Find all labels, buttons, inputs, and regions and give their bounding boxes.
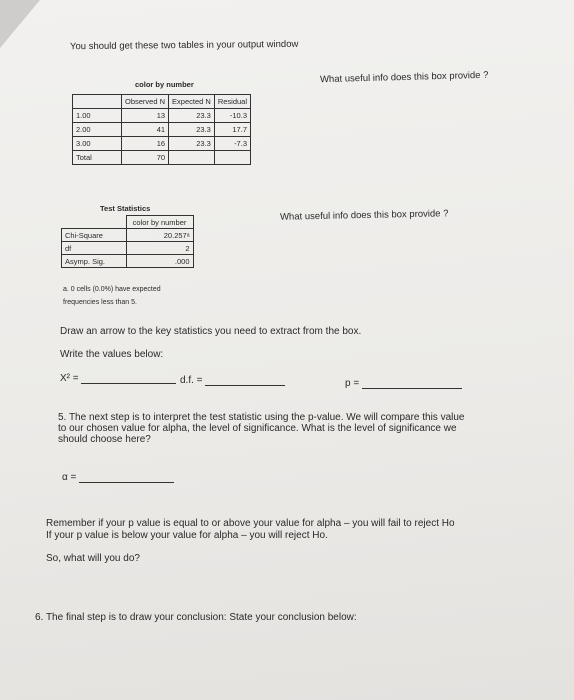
question-box1: What useful info does this box provide ?: [319, 69, 489, 86]
table2-cell: df: [62, 242, 127, 255]
chi-square-label: X² =: [60, 373, 79, 384]
table2-footnote-a: a. 0 cells (0.0%) have expected: [63, 286, 161, 293]
table2-cell: .000: [126, 255, 193, 268]
table-row: [73, 123, 251, 137]
table1-output: [72, 94, 251, 165]
page-fold-corner: [0, 0, 40, 48]
table2-cell: Asymp. Sig.: [62, 255, 127, 268]
step6-instruction: 6. The final step is to draw your conclusion: State your conclusion below:: [35, 612, 357, 623]
so-what-question: So, what will you do?: [46, 553, 140, 564]
remember-line1: Remember if your p value is equal to or above your value for alpha – you will fail to reject Ho: [46, 518, 455, 529]
table-row: [73, 109, 251, 123]
table-row: [62, 242, 194, 255]
table1-header-row: [73, 95, 251, 109]
table2-header-row: [62, 216, 194, 229]
chi-square-blank[interactable]: [81, 383, 176, 384]
table2-cell: 20.257ᵃ: [126, 229, 193, 242]
table1-cell: -10.3: [214, 109, 250, 123]
p-value-label: p =: [345, 378, 360, 389]
table2-test-statistics: [61, 215, 194, 268]
table-row: [62, 229, 194, 242]
df-label: d.f. =: [180, 375, 203, 386]
table2-footnote-b: frequencies less than 5.: [63, 299, 137, 306]
table1-cell: 1.00: [73, 109, 122, 123]
p-value-blank[interactable]: [362, 388, 462, 389]
alpha-label: α =: [62, 472, 77, 483]
draw-arrow-instruction: Draw an arrow to the key statistics you need to extract from the box.: [60, 326, 362, 337]
table1-header-cell: Observed N: [122, 95, 169, 109]
table-row: [62, 255, 194, 268]
table1-header-cell: [73, 95, 122, 109]
p-value-field[interactable]: [345, 378, 462, 389]
table1-header-cell: Residual: [214, 95, 250, 109]
table1-title: color by number: [135, 80, 194, 89]
step5-line2: to our chosen value for alpha, the level of significance. What is the level of significance we: [58, 423, 457, 434]
df-blank[interactable]: [205, 385, 285, 386]
df-field[interactable]: [180, 375, 285, 386]
intro-text: You should get these two tables in your output window: [69, 38, 299, 53]
step5-line3: should choose here?: [58, 434, 151, 445]
table1-cell: 3.00: [73, 137, 122, 151]
table-row: [73, 137, 251, 151]
table1-cell: 23.3: [169, 109, 215, 123]
table1-cell: Total: [73, 151, 122, 165]
write-values-instruction: Write the values below:: [60, 349, 164, 360]
table1-cell: [169, 151, 215, 165]
alpha-field[interactable]: [62, 472, 174, 483]
table1-cell: 23.3: [169, 123, 215, 137]
step5-line1: 5. The next step is to interpret the test statistic using the p-value. We will compare this value: [58, 412, 465, 423]
table1-cell: 23.3: [169, 137, 215, 151]
remember-line2: If your p value is below your value for alpha – you will reject Ho.: [46, 530, 328, 541]
table2-column-header: color by number: [126, 216, 193, 229]
chi-square-field[interactable]: [60, 373, 176, 384]
question-box2: What useful info does this box provide ?: [279, 208, 449, 223]
table1-cell: 16: [122, 137, 169, 151]
alpha-blank[interactable]: [79, 482, 174, 483]
table1-cell: 41: [122, 123, 169, 137]
table1-cell: 13: [122, 109, 169, 123]
table2-cell: 2: [126, 242, 193, 255]
table1-cell: -7.3: [214, 137, 250, 151]
table2-cell: Chi-Square: [62, 229, 127, 242]
table1-cell: [214, 151, 250, 165]
table1-header-cell: Expected N: [169, 95, 215, 109]
table1-cell: 17.7: [214, 123, 250, 137]
table1-cell: 2.00: [73, 123, 122, 137]
table1-cell: 70: [122, 151, 169, 165]
table2-title: Test Statistics: [100, 204, 151, 213]
table-row: [73, 151, 251, 165]
